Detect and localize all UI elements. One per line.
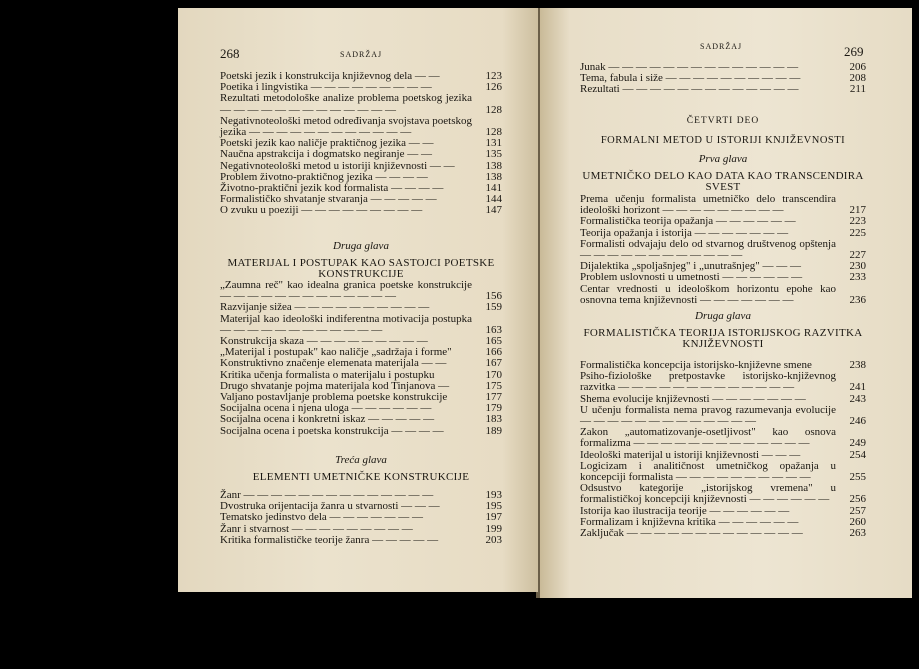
- toc-entry-title: „Zaumna reč" kao idealna granica poetske konstrukcije — — — — — — — — — — — — —: [220, 279, 472, 303]
- toc-entry-title: Poetika i lingvistika — — — — — — — — —: [220, 81, 432, 94]
- toc-entry-page: 144: [485, 193, 502, 206]
- toc-entry-page: 141: [485, 182, 502, 195]
- toc-entry-page: 189: [485, 424, 502, 437]
- toc-entry-title: Kritika učenja formalista o materijalu i postupku: [220, 368, 435, 381]
- toc-entry-page: 255: [849, 471, 866, 484]
- toc-entry: [220, 358, 502, 369]
- toc-entry-page: 208: [849, 72, 866, 85]
- left-page: [178, 8, 538, 592]
- toc-entry-title: Formalisti odvajaju delo od stvarnog društvenog opštenja — — — — — — — — — — — —: [580, 237, 836, 262]
- chapter-label-druga-glava: Druga glava: [333, 240, 389, 252]
- toc-entry-title: Žanr i stvarnost — — — — — — — — —: [220, 522, 413, 535]
- chapter-title-elementi: ELEMENTI UMETNIČKE KONSTRUKCIJE: [252, 471, 470, 483]
- running-head-right: SADRŽAJ: [700, 42, 743, 51]
- toc-entry-title: Poetski jezik i konstrukcija književnog dela — —: [220, 70, 440, 82]
- toc-entry-page: 249: [849, 437, 866, 450]
- toc-entry-page: 159: [485, 301, 502, 314]
- toc-entry-title: Dijalektika „spoljašnjeg" i „unutrašnjeg" — — —: [580, 260, 801, 273]
- toc-entry-page: 254: [849, 448, 866, 461]
- toc-entry-page: 199: [485, 522, 502, 535]
- toc-entry-title: „Materijal i postupak" kao naličje „sadržaja i forme": [220, 346, 452, 359]
- toc-entry: [580, 427, 866, 449]
- toc-entry-title: Valjano postavljanje problema poetske konstrukcije: [220, 391, 448, 404]
- toc-entry-title: Formalistička koncepcija istorijsko-književne smene: [580, 359, 812, 371]
- toc-entry-title: Formalistička teorija opažanja — — — — — —: [580, 215, 796, 228]
- toc-entry-page: 135: [485, 148, 502, 161]
- toc-entry-page: 263: [849, 527, 866, 540]
- toc-entry-title: Teorija opažanja i istorija — — — — — — —: [580, 226, 789, 239]
- toc-entry-page: 256: [849, 493, 866, 506]
- toc-entry-title: Žanr — — — — — — — — — — — — — —: [220, 489, 434, 501]
- toc-entry-title: Formalističko shvatanje stvaranja — — — — —: [220, 193, 437, 206]
- chapter-title-formalisticka-teorija: FORMALISTIČKA TEORIJA ISTORIJSKOG RAZVITKA KNJIŽEVNOSTI: [583, 327, 863, 350]
- toc-entry-title: Logicizam i analitičnost umetničkog opažanja u koncepciji formalista — — — — — — — — — —: [580, 459, 836, 484]
- toc-entry-page: 138: [485, 170, 502, 183]
- toc-entry-title: Shema evolucije književnosti — — — — — — —: [580, 392, 806, 405]
- toc-entry-page: 241: [849, 381, 866, 394]
- toc-entry-page: 156: [485, 290, 502, 303]
- toc-entry-page: 238: [849, 359, 866, 371]
- toc-entry-page: 260: [849, 515, 866, 528]
- toc-entry-title: Istorija kao ilustracija teorije — — — — — —: [580, 504, 790, 517]
- toc-entry-page: 147: [485, 204, 502, 217]
- toc-entry-title: Negativnoteološki metod određivanja svojstava poetskog jezika — — — — — — — — — — — —: [220, 114, 472, 139]
- toc-block-right-prva: [580, 194, 866, 306]
- toc-entry-title: O zvuku u poeziji — — — — — — — — —: [220, 204, 423, 217]
- toc-entry: [580, 528, 866, 539]
- toc-entry-title: Problem životno-praktičnog jezika — — — —: [220, 170, 428, 183]
- toc-entry-page: 170: [485, 368, 502, 381]
- toc-entry: [580, 371, 866, 393]
- toc-entry-page: 128: [485, 103, 502, 116]
- toc-entry-title: Psiho-fiziološke pretpostavke istorijsko-književnog razvitka — — — — — — — — — — — — —: [580, 370, 836, 394]
- toc-entry: [580, 405, 866, 427]
- toc-entry-title: Formalizam i književna kritika — — — — — —: [580, 515, 799, 528]
- right-page: [540, 8, 912, 598]
- toc-entry: [580, 194, 866, 216]
- toc-entry-title: Socijalna ocena i njena uloga — — — — — —: [220, 402, 432, 415]
- toc-entry: [220, 314, 502, 336]
- toc-entry-page: 179: [485, 402, 502, 415]
- toc-entry-page: 223: [849, 215, 866, 228]
- toc-entry-title: Junak — — — — — — — — — — — — — —: [580, 61, 799, 73]
- toc-entry-page: 233: [849, 271, 866, 284]
- running-head-left: SADRŽAJ: [340, 50, 383, 59]
- toc-block-left-top: [220, 71, 502, 217]
- toc-entry-title: Konstruktivno značenje elemenata materijala — —: [220, 357, 447, 370]
- toc-entry-title: U učenju formalista nema pravog razumevanja evolucije — — — — — — — — — — — — —: [580, 403, 836, 428]
- toc-entry: [220, 205, 502, 216]
- toc-entry: [220, 535, 502, 546]
- toc-entry-page: 203: [485, 533, 502, 546]
- toc-entry-page: 195: [485, 500, 502, 513]
- toc-entry-title: Zakon „automatizovanje-osetljivost" kao osnova formalizma — — — — — — — — — — — — —: [580, 426, 836, 450]
- toc-entry-title: Naučna apstrakcija i dogmatsko negiranje — —: [220, 148, 432, 161]
- toc-block-left-druga: [220, 280, 502, 437]
- toc-entry-page: 123: [485, 70, 502, 82]
- toc-entry: [580, 216, 866, 227]
- toc-block-right-top: [580, 62, 866, 96]
- toc-entry-page: 167: [485, 357, 502, 370]
- toc-entry-title: Konstrukcija skaza — — — — — — — — —: [220, 335, 428, 348]
- page-number-left: 268: [220, 46, 240, 61]
- toc-entry-page: 183: [485, 413, 502, 426]
- toc-entry-page: 206: [849, 61, 866, 73]
- toc-entry: [220, 116, 502, 138]
- toc-entry-title: Razvijanje sižea — — — — — — — — — —: [220, 301, 430, 314]
- toc-entry-title: Socijalna ocena i konkretni iskaz — — — — —: [220, 413, 435, 426]
- toc-entry-title: Zaključak — — — — — — — — — — — — —: [580, 527, 803, 540]
- toc-entry-page: 225: [849, 226, 866, 239]
- toc-entry-title: Socijalna ocena i poetska konstrukcija — — — —: [220, 424, 444, 437]
- toc-entry-title: Negativnoteološki metod u istoriji književnosti — —: [220, 159, 455, 172]
- toc-entry-page: 257: [849, 504, 866, 517]
- toc-entry: [220, 512, 502, 523]
- part-label-cetvrti-deo: ČETVRTI DEO: [686, 116, 760, 126]
- toc-entry-page: 227: [849, 249, 866, 262]
- toc-entry-title: Problem uslovnosti u umetnosti — — — — — —: [580, 271, 803, 284]
- chapter-label-druga-glava-right: Druga glava: [695, 310, 751, 322]
- toc-entry-page: 177: [485, 391, 502, 404]
- chapter-title-umetnicko-delo: UMETNIČKO DELO KAO DATA KAO TRANSCENDIRA SVEST: [582, 170, 864, 193]
- toc-entry: [580, 239, 866, 261]
- toc-entry-page: 175: [485, 379, 502, 392]
- toc-entry: [220, 280, 502, 302]
- part-title-formalni-metod: FORMALNI METOD U ISTORIJI KNJIŽEVNOSTI: [600, 135, 846, 146]
- toc-entry-title: Poetski jezik kao naličje praktičnog jezika — —: [220, 137, 434, 150]
- toc-entry-title: Tematsko jedinstvo dela — — — — — — —: [220, 511, 424, 524]
- toc-entry-page: 165: [485, 335, 502, 348]
- toc-entry-title: Prema učenju formalista umetničko delo transcendira ideološki horizont — — — — — — — — —: [580, 193, 836, 217]
- toc-entry-title: Materijal kao ideološki indiferentna motivacija postupka — — — — — — — — — — — —: [220, 312, 472, 336]
- toc-entry-page: 193: [485, 489, 502, 501]
- toc-entry: [580, 272, 866, 283]
- toc-entry-page: 131: [485, 137, 502, 150]
- toc-entry: [220, 93, 502, 115]
- chapter-label-prva-glava: Prva glava: [698, 153, 748, 165]
- page-number-right: 269: [844, 44, 864, 59]
- toc-entry-title: Životno-praktični jezik kod formalista — — — —: [220, 182, 444, 195]
- toc-entry-page: 211: [849, 83, 866, 96]
- toc-entry-page: 128: [485, 126, 502, 139]
- toc-entry: [220, 414, 502, 425]
- toc-entry-title: Kritika formalističke teorije žanra — — — — —: [220, 533, 439, 546]
- toc-entry-title: Odsustvo kategorije „istorijskog vremena" u formalističkoj koncepciji književnosti — — — — — —: [580, 482, 836, 506]
- toc-entry-title: Rezultati — — — — — — — — — — — — —: [580, 83, 799, 96]
- toc-entry-page: 230: [849, 260, 866, 273]
- toc-entry: [220, 302, 502, 313]
- toc-entry-title: Rezultati metodološke analize problema poetskog jezika — — — — — — — — — — — — —: [220, 92, 472, 116]
- toc-entry: [220, 149, 502, 160]
- toc-entry: [580, 483, 866, 505]
- toc-entry: [580, 461, 866, 483]
- toc-entry-title: Tema, fabula i siže — — — — — — — — — —: [580, 72, 801, 85]
- toc-entry-page: 236: [849, 293, 866, 306]
- toc-entry-page: 197: [485, 511, 502, 524]
- toc-block-left-treca: [220, 490, 502, 546]
- chapter-label-treca-glava: Treća glava: [335, 454, 387, 466]
- toc-entry-page: 243: [849, 392, 866, 405]
- toc-entry-page: 246: [849, 415, 866, 428]
- toc-entry-title: Drugo shvatanje pojma materijala kod Tinjanova —: [220, 379, 450, 392]
- toc-entry-title: Centar vrednosti u ideološkom horizontu epohe kao osnovna tema književnosti — — — — — — —: [580, 282, 836, 306]
- toc-entry-title: Ideološki materijal u istoriji književnosti — — —: [580, 448, 801, 461]
- toc-block-right-druga: [580, 360, 866, 539]
- toc-entry-title: Dvostruka orijentacija žanra u stvarnosti — — —: [220, 500, 440, 513]
- toc-entry-page: 126: [485, 81, 502, 94]
- toc-entry-page: 166: [485, 346, 502, 359]
- toc-entry-page: 138: [485, 159, 502, 172]
- toc-entry-page: 163: [485, 323, 502, 336]
- toc-entry-page: 217: [849, 204, 866, 217]
- toc-entry: [220, 426, 502, 437]
- chapter-title-materijal: MATERIJAL I POSTUPAK KAO SASTOJCI POETSKE KONSTRUKCIJE: [227, 257, 495, 280]
- toc-entry: [580, 284, 866, 306]
- toc-entry: [580, 84, 866, 95]
